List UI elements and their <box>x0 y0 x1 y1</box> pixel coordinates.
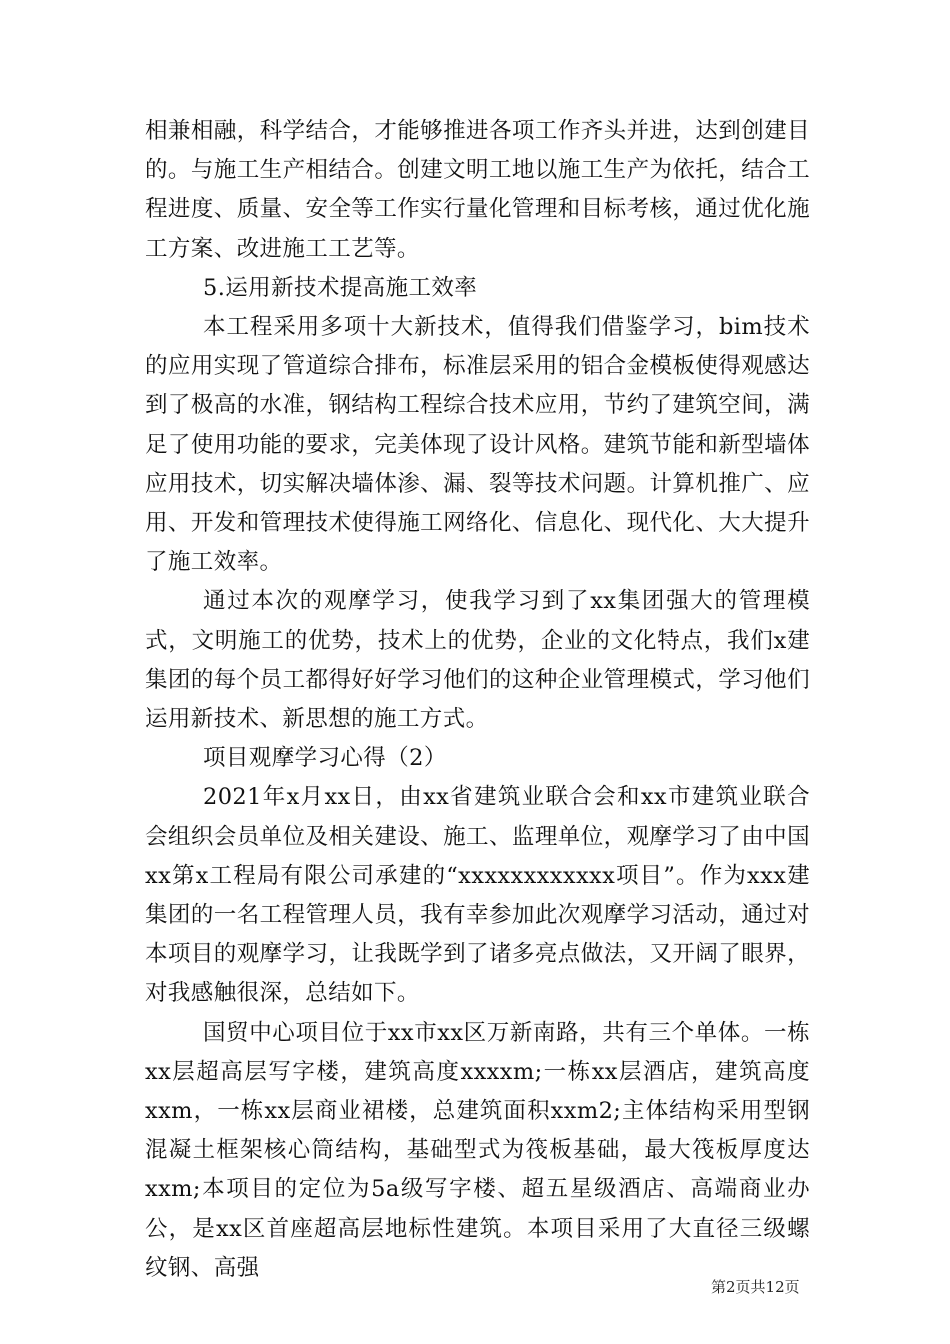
body-text <box>145 112 810 1288</box>
page-number: 第2页共12页 <box>711 1278 800 1296</box>
paragraph-continuation: 相兼相融，科学结合，才能够推进各项工作齐头并进，达到创建目的。与施工生产相结合。创建文明工地以施工生产为依托，结合工程进度、质量、安全等工作实行量化管理和目标考核，通过优化施工方案、改进施工工艺等。 <box>145 118 810 262</box>
paragraph-new-technology: 本工程采用多项十大新技术，值得我们借鉴学习，bim技术的应用实现了管道综合排布，标准层采用的铝合金模板使得观感达到了极高的水准，钢结构工程综合技术应用，节约了建筑空间，满足了使用功能的要求，完美体现了设计风格。建筑节能和新型墙体应用技术，切实解决墙体渗、漏、裂等技术问题。计算机推广、应用、开发和管理技术使得施工网络化、信息化、现代化、大大提升了施工效率。 <box>145 314 810 576</box>
section-heading-part-2: 项目观摩学习心得（2） <box>203 745 447 772</box>
paragraph-project-overview: 国贸中心项目位于xx市xx区万新南路，共有三个单体。一栋xx层超高层写字楼，建筑高度xxxxm;一栋xx层酒店，建筑高度xxm，一栋xx层商业裙楼，总建筑面积xxm2;主体结构采用型钢混凝土框架核心筒结构，基础型式为筏板基础，最大筏板厚度达xxm;本项目的定位为5a级写字楼、超五星级酒店、高端商业办公，是xx区首座超高层地标性建筑。本项目采用了大直径三级螺纹钢、高强 <box>145 1019 810 1281</box>
paragraph-event-intro: 2021年x月xx日，由xx省建筑业联合会和xx市建筑业联合会组织会员单位及相关建设、施工、监理单位，观摩学习了由中国xx第x工程局有限公司承建的“xxxxxxxxxxxx项目”。作为xxx建集团的一名工程管理人员，我有幸参加此次观摩学习活动，通过对本项目的观摩学习，让我既学到了诸多亮点做法，又开阔了眼界，对我感触很深，总结如下。 <box>145 784 810 1007</box>
paragraph-summary: 通过本次的观摩学习，使我学习到了xx集团强大的管理模式，文明施工的优势，技术上的优势，企业的文化特点，我们x建集团的每个员工都得好好学习他们的这种企业管理模式，学习他们运用新技术、新思想的施工方式。 <box>145 588 810 733</box>
section-heading-new-technology: 5.运用新技术提高施工效率 <box>203 274 478 301</box>
